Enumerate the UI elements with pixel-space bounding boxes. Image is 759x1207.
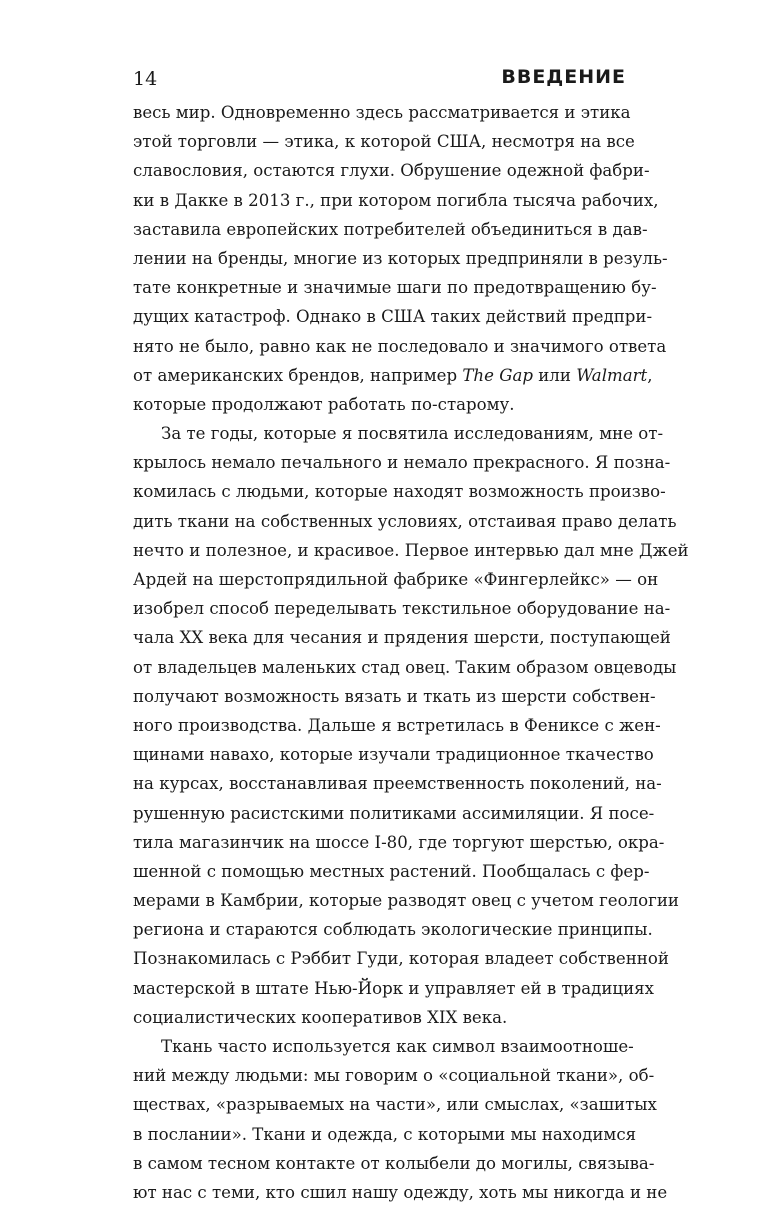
text-line: ки в Дакке в 2013 г., при котором погибла тысяча рабочих, bbox=[133, 190, 659, 210]
text-line: чала XX века для чесания и прядения шерсти, поступающей bbox=[133, 628, 671, 648]
text-line: крылось немало печального и немало прекрасного. Я позна- bbox=[133, 453, 671, 473]
text-line: в самом тесном контакте от колыбели до могилы, связыва- bbox=[133, 1153, 655, 1173]
text-line: региона и стараются соблюдать экологические принципы. bbox=[133, 920, 653, 940]
text-line: заставила европейских потребителей объединиться в дав- bbox=[133, 219, 648, 239]
text-line: получают возможность вязать и ткать из шерсти собствен- bbox=[133, 686, 656, 706]
text-line: славословия, остаются глухи. Обрушение одежной фабри- bbox=[133, 161, 650, 181]
text-line: тила магазинчик на шоссе I-80, где торгуют шерстью, окра- bbox=[133, 832, 665, 852]
brand-name-gap: The Gap bbox=[462, 365, 533, 385]
text-line: нечто и полезное, и красивое. Первое интервью дал мне Джей bbox=[133, 540, 689, 560]
paragraph-first-line: За те годы, которые я посвятила исследованиям, мне от- bbox=[161, 424, 664, 444]
text-line: этой торговли — этика, к которой США, несмотря на все bbox=[133, 132, 635, 152]
text-line: ний между людьми: мы говорим о «социальной ткани», об- bbox=[133, 1066, 655, 1086]
text-line: нято не было, равно как не последовало и значимого ответа bbox=[133, 336, 667, 356]
text-line: лении на бренды, многие из которых предприняли в резуль- bbox=[133, 248, 668, 268]
text-line: изобрел способ переделывать текстильное оборудование на- bbox=[133, 599, 671, 619]
brand-name-walmart: Walmart bbox=[576, 365, 648, 385]
text-line: весь мир. Одновременно здесь рассматривается и этика bbox=[133, 103, 631, 122]
text-line: щинами навахо, которые изучали традиционное ткачество bbox=[133, 745, 654, 765]
text-line: ют нас с теми, кто сшил нашу одежду, хоть мы никогда и не bbox=[133, 1182, 668, 1202]
text-line-brands bbox=[133, 361, 653, 390]
text-line: тате конкретные и значимые шаги по предотвращению бу- bbox=[133, 278, 657, 298]
page-number: 14 bbox=[133, 68, 158, 90]
text-line: ществах, «разрываемых на части», или смыслах, «зашитых bbox=[133, 1095, 657, 1115]
text-line: на курсах, восстанавливая преемственность поколений, на- bbox=[133, 774, 662, 794]
text-line: мерами в Камбрии, которые разводят овец с учетом геологии bbox=[133, 891, 679, 911]
text-line: дущих катастроф. Однако в США таких действий предпри- bbox=[133, 307, 653, 327]
text-line: шенной с помощью местных растений. Пообщалась с фер- bbox=[133, 861, 650, 881]
text-line: Познакомилась с Рэббит Гуди, которая владеет собственной bbox=[133, 949, 669, 969]
text-line: от владельцев маленьких стад овец. Таким образом овцеводы bbox=[133, 657, 677, 677]
text-line: дить ткани на собственных условиях, отстаивая право делать bbox=[133, 511, 677, 531]
text-segment: , bbox=[647, 365, 653, 385]
text-segment: или bbox=[532, 365, 577, 385]
text-line: комилась с людьми, которые находят возможность произво- bbox=[133, 482, 666, 502]
running-head: ВВЕДЕНИЕ bbox=[501, 66, 626, 88]
text-line: в послании». Ткани и одежда, с которыми мы находимся bbox=[133, 1124, 637, 1144]
paragraph-first-line: Ткань часто используется как символ взаимоотноше- bbox=[161, 1037, 634, 1056]
text-line: рушенную расистскими политиками ассимиляции. Я посе- bbox=[133, 803, 655, 823]
text-segment: от американских брендов, например bbox=[133, 365, 463, 385]
text-line: социалистических кооперативов XIX века. bbox=[133, 1007, 508, 1027]
text-line: Ардей на шерстопрядильной фабрике «Фингерлейкс» — он bbox=[133, 570, 659, 589]
text-line: ного производства. Дальше я встретилась в Фениксе с жен- bbox=[133, 715, 661, 735]
text-line: которые продолжают работать по-старому. bbox=[133, 394, 515, 414]
text-line: мастерской в штате Нью-Йорк и управляет ей в традициях bbox=[133, 978, 654, 998]
body-text bbox=[133, 98, 689, 1207]
